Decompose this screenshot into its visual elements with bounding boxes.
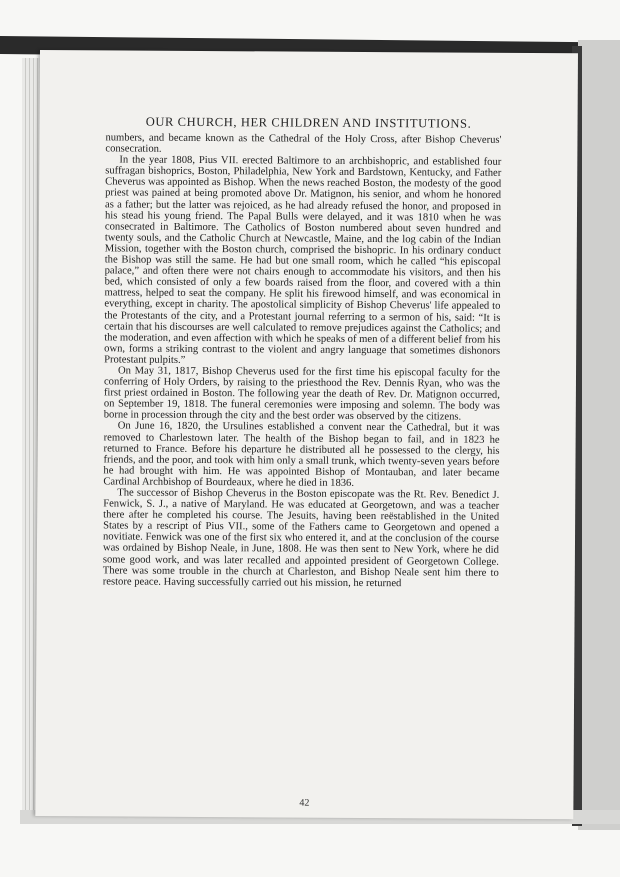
paragraph: On June 16, 1820, the Ursulines established a convent near the Cathedral, but it was removed to Charlestown later. The health of the Bishop began to fail, and in 1823 he returned to France. Before his departure he distributed all he possessed to the clergy, his friends, and the poor, and took with him only a small trunk, which twenty-seven years before he had brought with him. He was appointed Bishop of Montauban, and later became Cardinal Archbishop of Bourdeaux, where he died in 1836.: [103, 420, 500, 489]
paragraph: numbers, and became known as the Cathedral of the Holy Cross, after Bishop Cheverus' consecration.: [105, 132, 502, 155]
paragraph: In the year 1808, Pius VII. erected Baltimore to an archbishopric, and established four suffragan bishoprics, Boston, Philadelphia, New York and Bardstown, Kentucky, and Father Cheverus was appointed as Bishop. When the news reached Boston, the modesty of the good priest was pained at being promoted above Dr. Matignon, his senior, and whom he honored as a father; but the latter was rejoiced, as he had already refused the honor, and proposed in his stead his young friend. The Papal Bulls were delayed, and it was 1810 when he was consecrated in Baltimore. The Catholics of Boston numbered about seven hundred and twenty souls, and the Catholic Church at Newcastle, Maine, and the log cabin of the Indian Mission, together with the Boston church, comprised the bishopric. In his ordinary conduct the Bishop was still the same. He had but one small room, which he called “his episcopal palace,” and often there were not chairs enough to accommodate his visitors, and then his bed, which consisted of only a few boards raised from the floor, and covered with a thin mattress, helped to seat the company. He split his firewood himself, and was economical in everything, except in charity. The apostolical simplicity of Bishop Cheverus' life appealed to the Protestants of the city, and a Protestant journal referring to a sermon of his, said: “It is certain that his discourses are well calculated to remove prejudices against the Catholics; and the moderation, and even affection with which he speaks of men of a different belief from his own, forms a striking contrast to the violent and angry language that sometimes dishonors Protestant pulpits.”: [104, 154, 502, 366]
page-number: 42: [299, 797, 310, 809]
running-head: OUR CHURCH, HER CHILDREN AND INSTITUTIONS.: [145, 114, 472, 131]
book-page: [35, 50, 578, 819]
body-text: [103, 132, 502, 589]
paragraph: The successor of Bishop Cheverus in the Boston episcopate was the Rt. Rev. Benedict J. Fenwick, S. J., a native of Maryland. He was educated at Georgetown, and was a teacher there after he completed his course. The Jesuits, having been reëstablished in the United States by a rescript of Pius VII., some of the Fathers came to Georgetown and opened a novitiate. Fenwick was one of the first six who entered it, and at the conclusion of the course was ordained by Bishop Neale, in June, 1808. He was then sent to New York, where he did some good work, and was later recalled and appointed president of Georgetown College. There was some trouble in the church at Charleston, and Bishop Neale sent him there to restore peace. Having successfully carried out his mission, he returned: [102, 487, 500, 589]
paragraph: On May 31, 1817, Bishop Cheverus used for the first time his episcopal faculty for the conferring of Holy Orders, by raising to the priesthood the Rev. Dennis Ryan, who was the first priest ordained in Boston. The following year the death of Rev. Dr. Matignon occurred, on September 19, 1818. The funeral ceremonies were imposing and solemn. The body was borne in procession through the city and the best order was observed by the citizens.: [103, 365, 501, 423]
book-cover-right-edge: [578, 40, 620, 830]
